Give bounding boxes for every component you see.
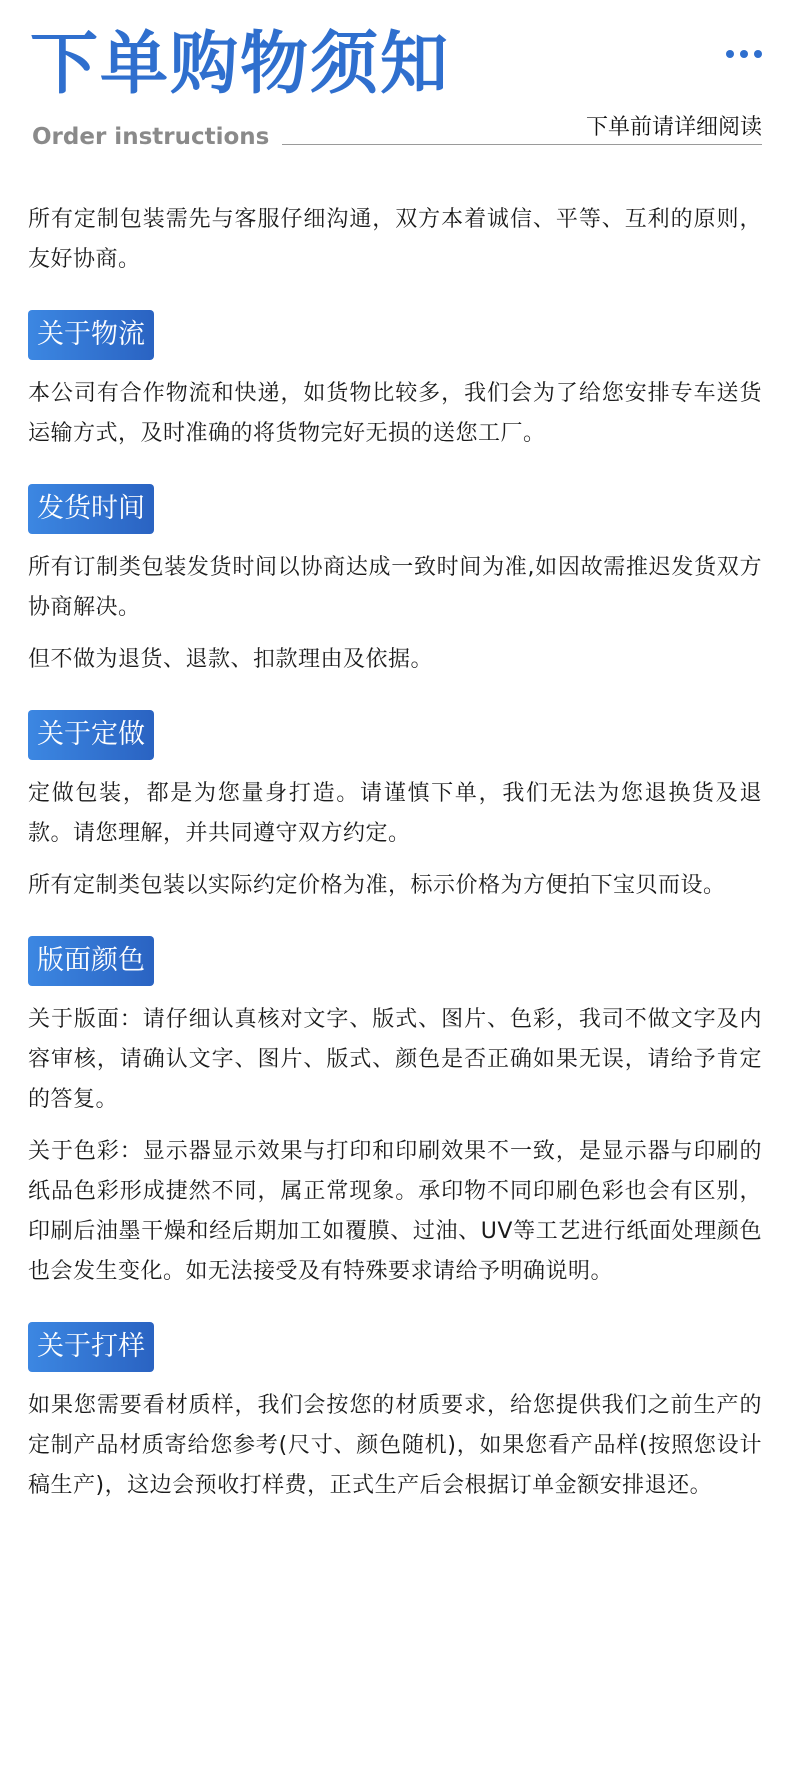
section-title-sampling: 关于打样 [28,1322,154,1372]
page-header [0,0,790,170]
section-paragraph: 所有订制类包装发货时间以协商达成一致时间为准,如因故需推迟发货双方协商解决。 [28,555,762,620]
dot [754,50,762,58]
section-title-layout-color: 版面颜色 [28,936,154,986]
section-logistics [28,310,762,454]
section-paragraph: 如果您需要看材质样，我们会按您的材质要求，给您提供我们之前生产的定制产品材质寄给您参考(尺寸、颜色随机)，如果您看产品样(按照您设计稿生产)，这边会预收打样费，正式生产后会根据订单金额安排退还。 [28,1393,762,1498]
section-paragraph: 本公司有合作物流和快递，如货物比较多，我们会为了给您安排专车送货运输方式，及时准确的将货物完好无损的送您工厂。 [28,381,762,446]
section-sampling [28,1322,762,1506]
section-title-logistics: 关于物流 [28,310,154,360]
read-carefully-note: 下单前请详细阅读 [585,115,762,140]
section-paragraph: 但不做为退货、退款、扣款理由及依据。 [28,647,434,672]
header-divider [282,144,762,145]
section-paragraph: 关于色彩：显示器显示效果与打印和印刷效果不一致，是显示器与印刷的纸品色彩形成捷然不同，属正常现象。承印物不同印刷色彩也会有区别，印刷后油墨干燥和经后期加工如覆膜、过油、UV等工艺进行纸面处理颜色也会发生变化。如无法接受及有特殊要求请给予明确说明。 [28,1139,762,1284]
section-paragraph: 定做包装，都是为您量身打造。请谨慎下单，我们无法为您退换货及退款。请您理解，并共同遵守双方约定。 [28,781,762,846]
section-title-custom-made: 关于定做 [28,710,154,760]
page-subtitle-english: Order instructions [32,124,270,150]
section-custom-made [28,710,762,906]
section-paragraph: 所有定制类包装以实际约定价格为准，标示价格为方便拍下宝贝而设。 [28,873,726,898]
section-paragraph: 关于版面：请仔细认真核对文字、版式、图片、色彩，我司不做文字及内容审核，请确认文字、图片、版式、颜色是否正确如果无误，请给予肯定的答复。 [28,1007,762,1112]
section-layout-color [28,936,762,1292]
section-title-shipping-time: 发货时间 [28,484,154,534]
more-dots-icon[interactable] [726,50,762,58]
dot [740,50,748,58]
intro-paragraph: 所有定制包装需先与客服仔细沟通，双方本着诚信、平等、互利的原则，友好协商。 [28,207,762,272]
instructions-content [28,200,762,1518]
dot [726,50,734,58]
page-title: 下单购物须知 [30,25,451,104]
section-shipping-time [28,484,762,680]
